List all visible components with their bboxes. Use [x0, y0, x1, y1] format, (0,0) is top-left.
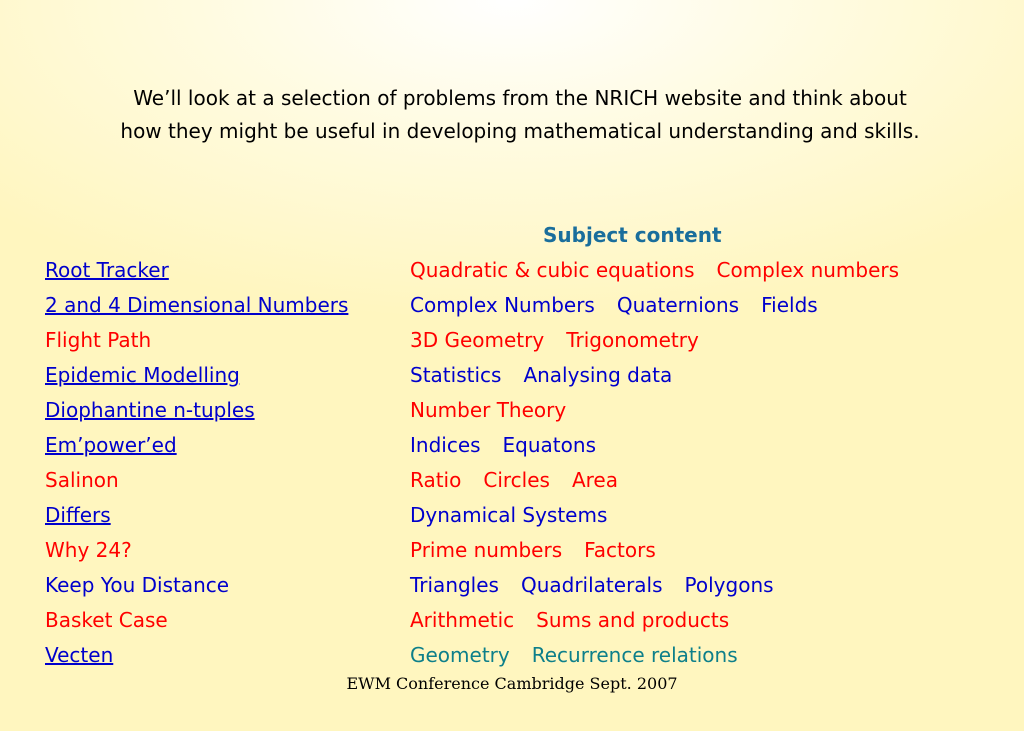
subject-content-heading: Subject content	[543, 223, 722, 247]
subject-topic: Equatons	[502, 433, 596, 457]
subject-topic: Prime numbers	[410, 538, 563, 562]
problem-row	[0, 398, 1024, 428]
subject-topic: Quadratic & cubic equations	[410, 258, 695, 282]
problem-link[interactable]: Epidemic Modelling	[45, 363, 240, 387]
subject-topic: Fields	[761, 293, 818, 317]
subject-topics	[410, 258, 921, 282]
subject-topics	[410, 293, 840, 317]
subject-topics	[410, 433, 618, 457]
subject-topic: Complex Numbers	[410, 293, 595, 317]
problem-link[interactable]: Diophantine n-tuples	[45, 398, 255, 422]
subject-topics	[410, 643, 760, 667]
problem-name: Salinon	[45, 468, 119, 492]
problem-link[interactable]: Differs	[45, 503, 111, 527]
problem-row	[0, 573, 1024, 603]
subject-topic: Factors	[584, 538, 656, 562]
subject-topic: Sums and products	[536, 608, 730, 632]
subject-topic: Quadrilaterals	[520, 573, 663, 597]
intro-line-1: We’ll look at a selection of problems from the NRICH website and think about	[133, 86, 907, 110]
subject-topic: Recurrence relations	[531, 643, 738, 667]
subject-topic: 3D Geometry	[410, 328, 545, 352]
problem-row	[0, 468, 1024, 498]
subject-topic: Circles	[483, 468, 550, 492]
subject-topics	[410, 328, 721, 352]
subject-topics	[410, 503, 629, 527]
subject-topic: Complex numbers	[716, 258, 900, 282]
slide-footer: EWM Conference Cambridge Sept. 2007	[346, 674, 678, 693]
subject-topic: Ratio	[410, 468, 462, 492]
subject-topic: Area	[571, 468, 618, 492]
problem-row	[0, 538, 1024, 568]
problem-link[interactable]: Root Tracker	[45, 258, 169, 282]
problem-row	[0, 363, 1024, 393]
problem-name: Why 24?	[45, 538, 132, 562]
problem-name: Keep You Distance	[45, 573, 230, 597]
subject-topic: Trigonometry	[566, 328, 699, 352]
problem-link[interactable]: Vecten	[45, 643, 114, 667]
subject-topics	[410, 538, 678, 562]
subject-topic: Triangles	[410, 573, 499, 597]
intro-line-2: how they might be useful in developing mathematical understanding and skills.	[120, 119, 920, 143]
subject-topic: Quaternions	[616, 293, 740, 317]
subject-topic: Indices	[410, 433, 481, 457]
problem-link[interactable]: Em’power’ed	[45, 433, 177, 457]
problem-name: Basket Case	[45, 608, 168, 632]
problem-row	[0, 328, 1024, 358]
problem-row	[0, 608, 1024, 638]
subject-topic: Statistics	[410, 363, 502, 387]
problem-row	[0, 503, 1024, 533]
subject-topics	[410, 398, 588, 422]
problem-name: Flight Path	[45, 328, 152, 352]
subject-topic: Geometry	[410, 643, 510, 667]
subject-topic: Polygons	[684, 573, 774, 597]
subject-topics	[410, 468, 640, 492]
subject-topic: Analysing data	[523, 363, 673, 387]
intro-paragraph	[60, 82, 980, 148]
subject-topic: Dynamical Systems	[410, 503, 608, 527]
subject-topics	[410, 608, 751, 632]
problem-link[interactable]: 2 and 4 Dimensional Numbers	[45, 293, 349, 317]
subject-topics	[410, 363, 694, 387]
problem-row	[0, 258, 1024, 288]
subject-topic: Arithmetic	[410, 608, 515, 632]
problem-row	[0, 433, 1024, 463]
problem-row	[0, 643, 1024, 673]
problem-row	[0, 293, 1024, 323]
subject-topic: Number Theory	[410, 398, 567, 422]
subject-topics	[410, 573, 796, 597]
